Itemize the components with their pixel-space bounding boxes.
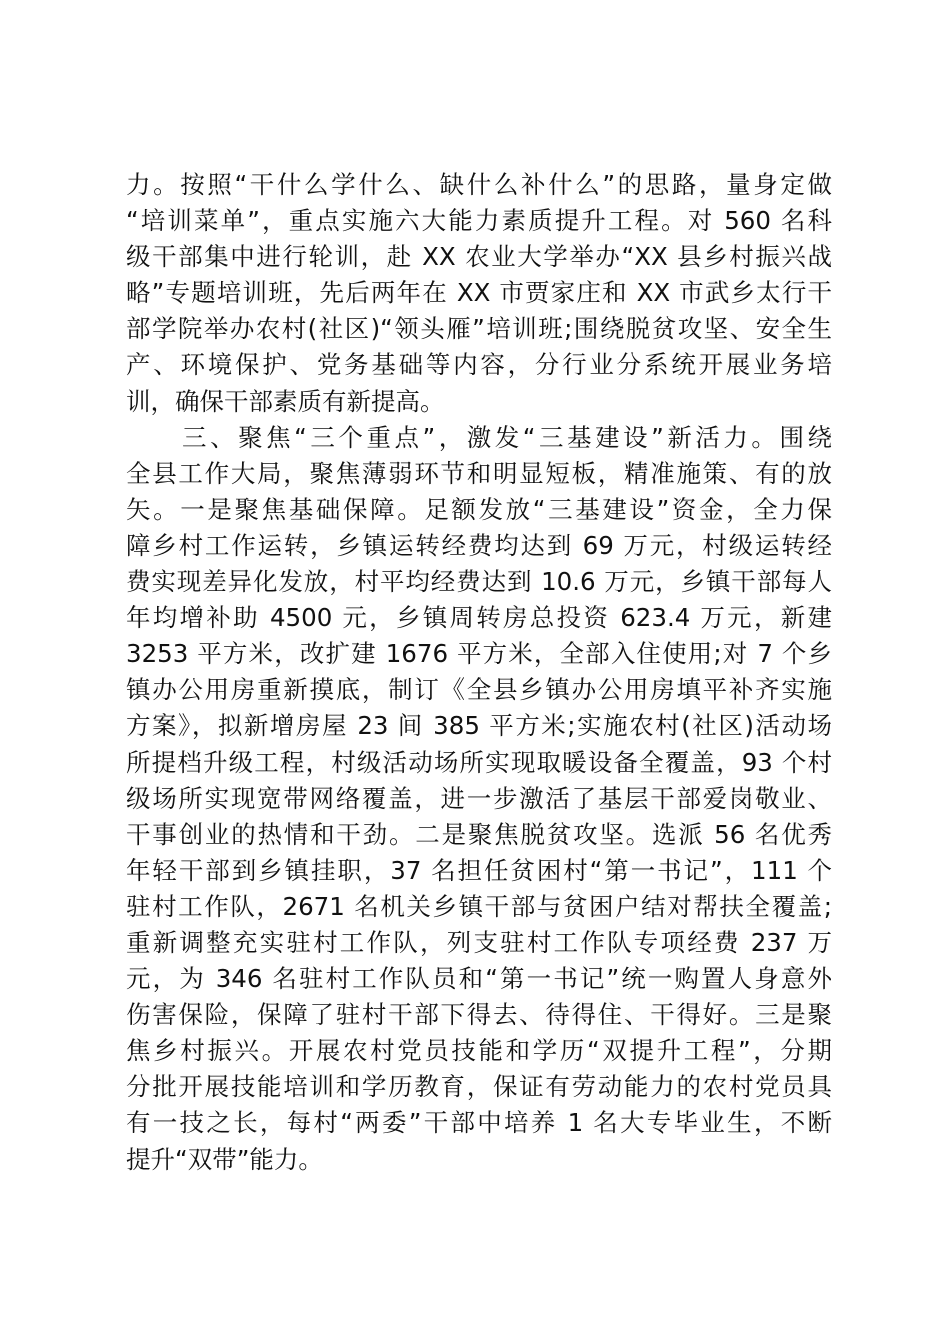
text-line: 障乡村工作运转，乡镇运转经费均达到 69 万元，村级运转经 <box>126 530 832 560</box>
text-line: 镇办公用房重新摸底，制订《全县乡镇办公用房填平补齐实施 <box>126 675 832 705</box>
text-line: 矢。一是聚焦基础保障。足额发放“三基建设”资金，全力保 <box>126 494 832 524</box>
text-line: 全县工作大局，聚焦薄弱环节和明显短板，精准施策、有的放 <box>126 458 832 488</box>
text-line: 级干部集中进行轮训，赴 XX 农业大学举办“XX 县乡村振兴战 <box>126 242 832 272</box>
text-line: 部学院举办农村(社区)“领头雁”培训班;围绕脱贫攻坚、安全生 <box>126 314 832 344</box>
text-line: 级场所实现宽带网络覆盖，进一步激活了基层干部爱岗敬业、 <box>126 783 832 813</box>
text-line: 干事创业的热情和干劲。二是聚焦脱贫攻坚。选派 56 名优秀 <box>126 819 832 849</box>
text-line: 略”专题培训班，先后两年在 XX 市贾家庄和 XX 市武乡太行干 <box>126 278 832 308</box>
text-line: 元，为 346 名驻村工作队员和“第一书记”统一购置人身意外 <box>126 964 832 994</box>
text-line: 焦乡村振兴。开展农村党员技能和学历“双提升工程”，分期 <box>126 1036 832 1066</box>
text-line: 所提档升级工程，村级活动场所实现取暖设备全覆盖，93 个村 <box>126 747 832 777</box>
text-line: 分批开展技能培训和学历教育，保证有劳动能力的农村党员具 <box>126 1072 832 1102</box>
text-line: 年轻干部到乡镇挂职，37 名担任贫困村“第一书记”，111 个 <box>126 855 832 885</box>
body-text <box>126 167 832 1178</box>
text-line: 驻村工作队，2671 名机关乡镇干部与贫困户结对帮扶全覆盖; <box>126 891 832 921</box>
text-line: 方案》，拟新增房屋 23 间 385 平方米;实施农村(社区)活动场 <box>126 711 832 741</box>
text-line: 力。按照“干什么学什么、缺什么补什么”的思路，量身定做 <box>126 170 832 199</box>
text-line: “培训菜单”，重点实施六大能力素质提升工程。对 560 名科 <box>126 206 832 236</box>
text-line: 训，确保干部素质有新提高。 <box>126 386 445 416</box>
text-line: 3253 平方米，改扩建 1676 平方米，全部入住使用;对 7 个乡 <box>126 639 832 669</box>
text-line: 重新调整充实驻村工作队，列支驻村工作队专项经费 237 万 <box>126 927 832 957</box>
text-line: 费实现差异化发放，村平均经费达到 10.6 万元，乡镇干部每人 <box>126 567 832 597</box>
text-line: 年均增补助 4500 元，乡镇周转房总投资 623.4 万元，新建 <box>126 603 832 633</box>
text-line: 有一技之长，每村“两委”干部中培养 1 名大专毕业生，不断 <box>126 1108 832 1138</box>
text-line: 提升“双带”能力。 <box>126 1144 323 1174</box>
text-line: 伤害保险，保障了驻村干部下得去、待得住、干得好。三是聚 <box>126 1000 832 1030</box>
text-line: 产、环境保护、党务基础等内容，分行业分系统开展业务培 <box>126 350 832 380</box>
text-line: 三、聚焦“三个重点”，激发“三基建设”新活力。围绕 <box>126 422 832 452</box>
